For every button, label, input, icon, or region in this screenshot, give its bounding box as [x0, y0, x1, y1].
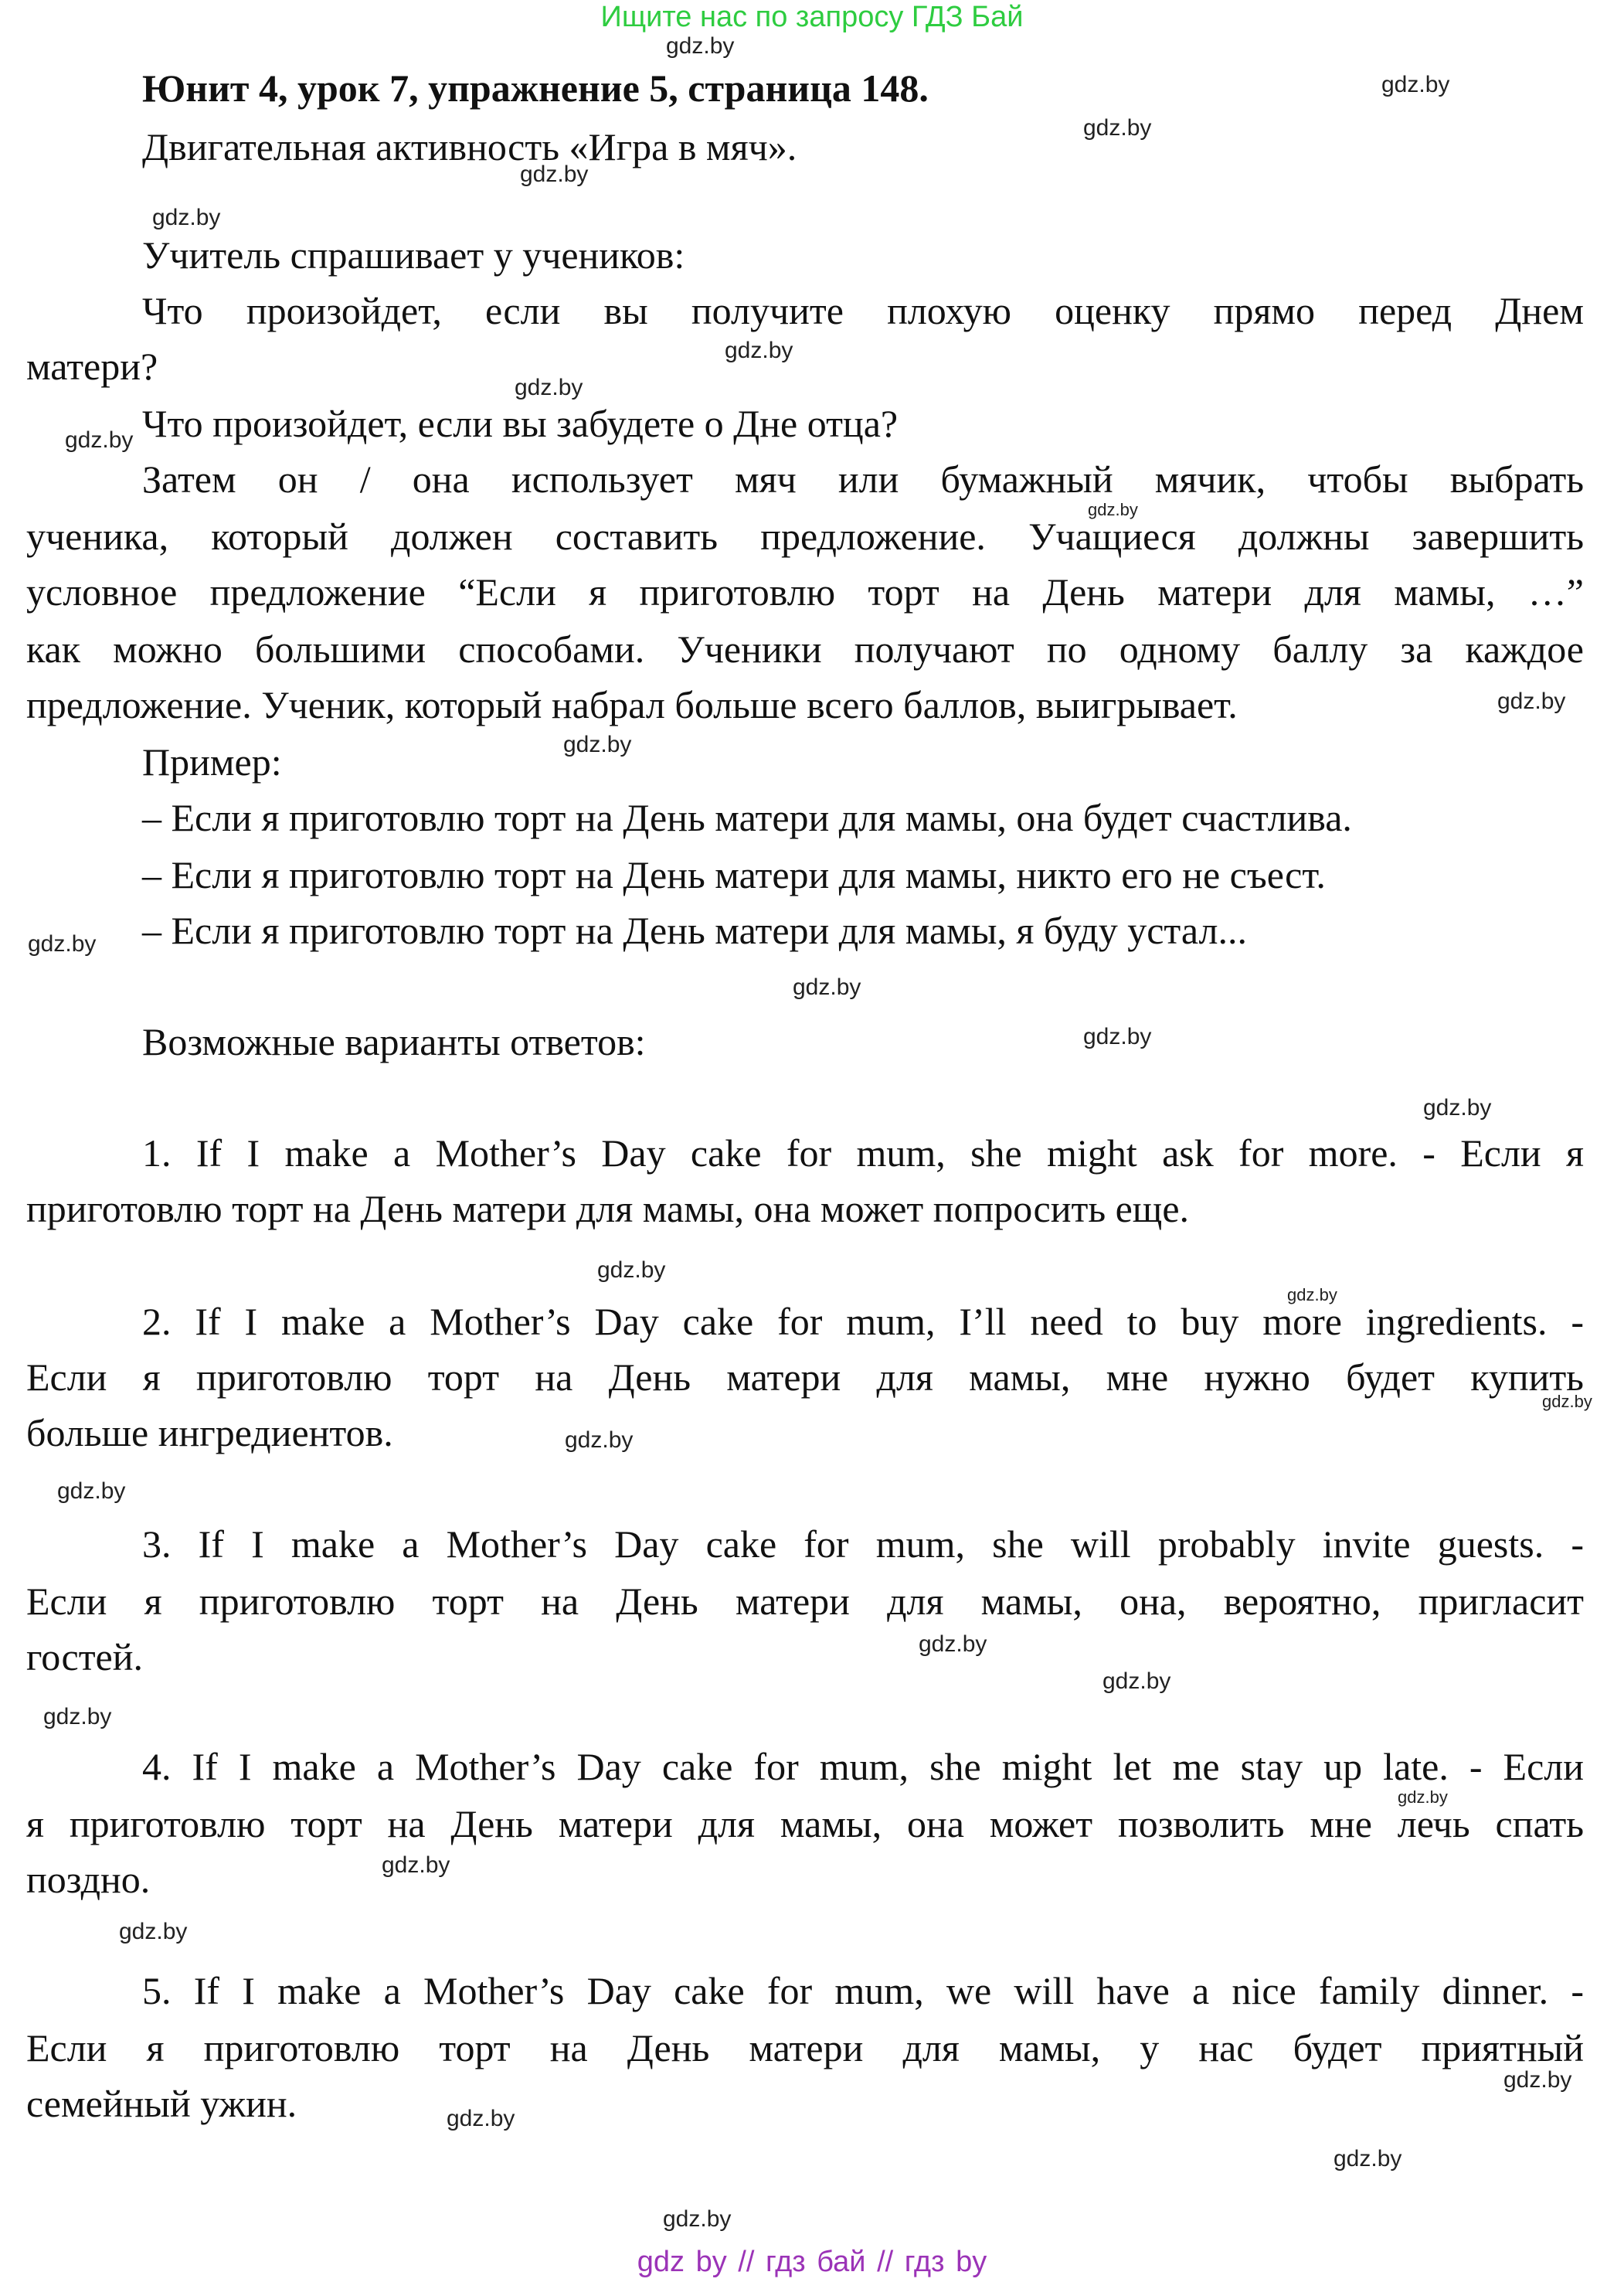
- watermark: gdz.by: [152, 205, 221, 230]
- watermark: gdz.by: [1088, 500, 1138, 519]
- example-label: Пример:: [142, 740, 282, 784]
- watermark: gdz.by: [563, 732, 632, 757]
- question-1-line-1: Что произойдет, если вы получите плохую оценку прямо перед Днем: [142, 289, 1584, 332]
- watermark: gdz.by: [1083, 1024, 1152, 1049]
- watermark: gdz.by: [65, 427, 134, 453]
- question-2: Что произойдет, если вы забудете о Дне отца?: [142, 402, 899, 445]
- watermark: gdz.by: [1497, 689, 1566, 714]
- answers-label: Возможные варианты ответов:: [142, 1020, 646, 1063]
- watermark: gdz.by: [515, 375, 583, 400]
- answer-3-line-3: гостей.: [26, 1635, 144, 1678]
- watermark: gdz.by: [1102, 1668, 1171, 1694]
- watermark: gdz.by: [382, 1852, 450, 1878]
- watermark: gdz.by: [1334, 2146, 1402, 2171]
- top-banner[interactable]: Ищите нас по запросу ГДЗ Бай: [600, 1, 1024, 33]
- answer-3-line-1: 3. If I make a Mother’s Day cake for mum, she will probably invite guests. -: [142, 1522, 1584, 1566]
- watermark: gdz.by: [666, 33, 735, 59]
- watermark: gdz.by: [520, 162, 589, 187]
- answer-3-line-2: Если я приготовлю торт на День матери для мамы, она, вероятно, пригласит: [26, 1580, 1584, 1623]
- answer-5-line-1: 5. If I make a Mother’s Day cake for mum, we will have a nice family dinner. -: [142, 1969, 1584, 2012]
- answer-2-line-1: 2. If I make a Mother’s Day cake for mum, I’ll need to buy more ingredients. -: [142, 1300, 1584, 1343]
- example-1: – Если я приготовлю торт на День матери для мамы, она будет счастлива.: [142, 796, 1352, 839]
- paragraph-line-4: как можно большими способами. Ученики получают по одному баллу за каждое: [26, 627, 1584, 671]
- footer-links[interactable]: gdz by // гдз бай // гдз by: [637, 2246, 987, 2278]
- question-1-line-2: матери?: [26, 345, 158, 388]
- watermark: gdz.by: [1503, 2067, 1572, 2093]
- answer-4-line-1: 4. If I make a Mother’s Day cake for mum, she might let me stay up late. - Если: [142, 1745, 1584, 1788]
- answer-5-line-2: Если я приготовлю торт на День матери для мамы, у нас будет приятный: [26, 2026, 1584, 2069]
- watermark: gdz.by: [1287, 1285, 1337, 1304]
- paragraph-line-1: Затем он / она использует мяч или бумажный мячик, чтобы выбрать: [142, 457, 1584, 501]
- watermark: gdz.by: [1398, 1787, 1448, 1807]
- answer-2-line-2: Если я приготовлю торт на День матери для мамы, мне нужно будет купить: [26, 1355, 1584, 1399]
- watermark: gdz.by: [43, 1704, 112, 1729]
- watermark: gdz.by: [919, 1631, 987, 1657]
- subtitle: Двигательная активность «Игра в мяч».: [142, 125, 797, 168]
- watermark: gdz.by: [565, 1427, 634, 1453]
- example-2: – Если я приготовлю торт на День матери для мамы, никто его не съест.: [142, 853, 1326, 896]
- answer-2-line-3: больше ингредиентов.: [26, 1411, 393, 1454]
- watermark: gdz.by: [793, 974, 861, 1000]
- watermark: gdz.by: [663, 2206, 732, 2232]
- paragraph-line-2: ученика, который должен составить предложение. Учащиеся должны завершить: [26, 515, 1584, 558]
- watermark: gdz.by: [597, 1257, 666, 1283]
- answer-4-line-3: поздно.: [26, 1858, 151, 1901]
- paragraph-line-5: предложение. Ученик, который набрал больше всего баллов, выигрывает.: [26, 683, 1238, 726]
- watermark: gdz.by: [1423, 1095, 1492, 1121]
- watermark: gdz.by: [119, 1919, 188, 1944]
- answer-5-line-3: семейный ужин.: [26, 2082, 297, 2125]
- answer-4-line-2: я приготовлю торт на День матери для мамы, она может позволить мне лечь спать: [26, 1802, 1584, 1845]
- watermark: gdz.by: [1381, 72, 1450, 97]
- example-3: – Если я приготовлю торт на День матери для мамы, я буду устал...: [142, 909, 1247, 952]
- watermark: gdz.by: [57, 1478, 126, 1504]
- intro-text: Учитель спрашивает у учеников:: [142, 233, 685, 277]
- answer-1-line-2: приготовлю торт на День матери для мамы, она может попросить еще.: [26, 1187, 1190, 1230]
- watermark: gdz.by: [1083, 115, 1152, 141]
- watermark: gdz.by: [1542, 1392, 1592, 1411]
- watermark: gdz.by: [725, 338, 793, 363]
- watermark: gdz.by: [447, 2106, 515, 2131]
- paragraph-line-3: условное предложение “Если я приготовлю торт на День матери для мамы, …”: [26, 570, 1584, 614]
- answer-1-line-1: 1. If I make a Mother’s Day cake for mum, she might ask for more. - Если я: [142, 1131, 1584, 1175]
- watermark: gdz.by: [28, 931, 97, 957]
- page-title: Юнит 4, урок 7, упражнение 5, страница 148.: [142, 66, 929, 110]
